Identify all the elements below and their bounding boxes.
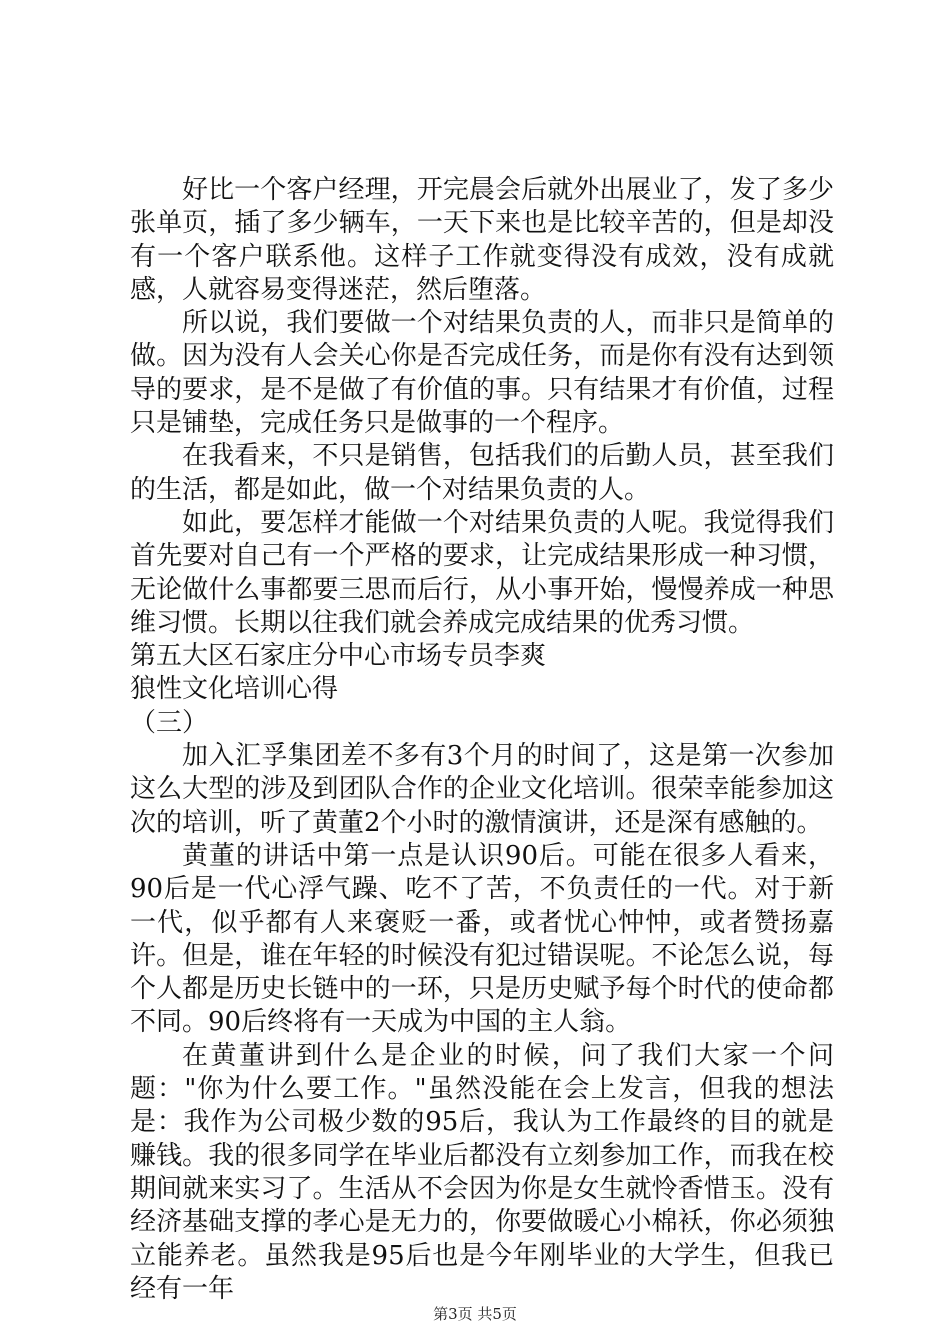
section-title: 狼性文化培训心得 (130, 674, 339, 705)
page-footer: 第3页 共5页 (433, 1305, 517, 1323)
document-body (130, 174, 834, 1306)
section-number: （三） (130, 707, 209, 738)
body-paragraph: 加入汇孚集团差不多有3个月的时间了，这是第一次参加这么大型的涉及到团队合作的企业文化培训。很荣幸能参加这次的培训，听了黄董2个小时的激情演讲，还是深有感触的。 (130, 741, 834, 838)
body-paragraph: 黄董的讲话中第一点是认识90后。可能在很多人看来，90后是一代心浮气躁、吃不了苦，不负责任的一代。对于新一代，似乎都有人来褒贬一番，或者忧心忡忡，或者赞扬嘉许。但是，谁在年轻的时候没有犯过错误呢。不论怎么说，每个人都是历史长链中的一环，只是历史赋予每个时代的使命都不同。90后终将有一天成为中国的主人翁。 (130, 840, 834, 1038)
body-paragraph: 所以说，我们要做一个对结果负责的人，而非只是简单的做。因为没有人会关心你是否完成任务，而是你有没有达到领导的要求，是不是做了有价值的事。只有结果才有价值，过程只是铺垫，完成任务只是做事的一个程序。 (130, 308, 834, 439)
body-paragraph: 在我看来，不只是销售，包括我们的后勤人员，甚至我们的生活，都是如此，做一个对结果负责的人。 (130, 441, 834, 505)
body-paragraph: 好比一个客户经理，开完晨会后就外出展业了，发了多少张单页，插了多少辆车，一天下来也是比较辛苦的，但是却没有一个客户联系他。这样子工作就变得没有成效，没有成就感，人就容易变得迷茫，然后堕落。 (130, 175, 834, 305)
body-paragraph: 在黄董讲到什么是企业的时候，问了我们大家一个问题："你为什么要工作。"虽然没能在会上发言，但我的想法是：我作为公司极少数的95后，我认为工作最终的目的就是赚钱。我的很多同学在毕业后都没有立刻参加工作，而我在校期间就来实习了。生活从不会因为你是女生就怜香惜玉。没有经济基础支撑的孝心是无力的，你要做暖心小棉袄，你必须独立能养老。虽然我是95后也是今年刚毕业的大学生，但我已经有一年 (130, 1040, 834, 1304)
body-paragraph: 如此，要怎样才能做一个对结果负责的人呢。我觉得我们首先要对自己有一个严格的要求，让完成结果形成一种习惯，无论做什么事都要三思而后行，从小事开始，慢慢养成一种思维习惯。长期以往我们就会养成完成结果的优秀习惯。 (130, 507, 834, 638)
author-line: 第五大区石家庄分中心市场专员李爽 (130, 641, 547, 672)
